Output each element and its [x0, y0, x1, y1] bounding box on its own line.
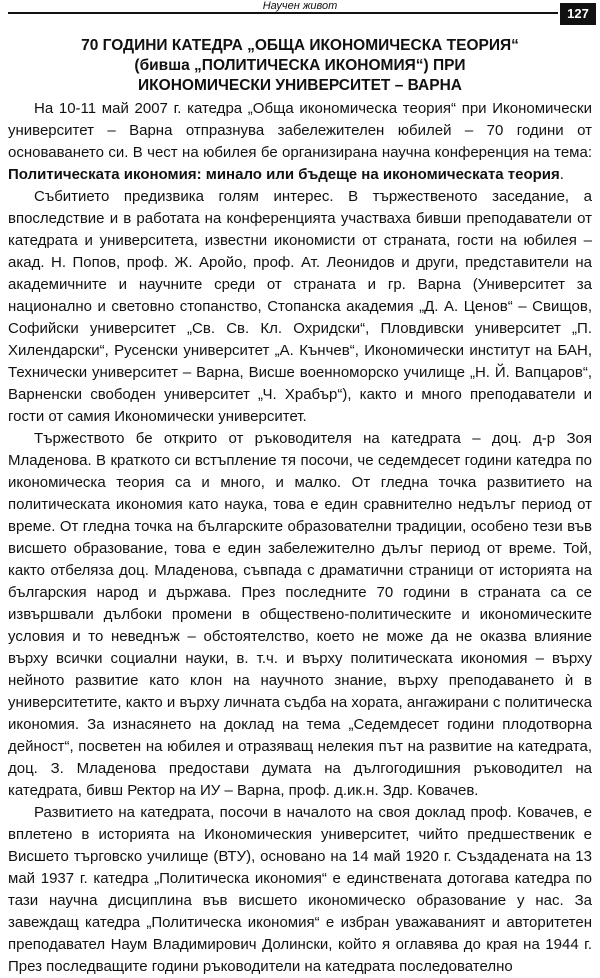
- article-body: [8, 98, 592, 978]
- paragraph: Събитието предизвика голям интерес. В тържественото заседание, а впоследствие и в работата на конференцията участваха бивши преподаватели от катедрата и университета, известни икономисти от страната, гости на юбилея – акад. Н. Попов, проф. Ж. Аройо, проф. Ат. Леонидов и други, представители на академичните и научните среди от страната и гр. Варна (Университет за национално и световно стопанство, Стопанска академия „Д. А. Ценов“ – Свищов, Софийски университет „Св. Св. Кл. Охридски“, Пловдивски университет „П. Хилендарски“, Русенски университет „А. Кънчев“, Икономически институт на БАН, Технически университет – Варна, Висше военноморско училище „Н. Й. Вапцаров“, Варненски свободен университет „Ч. Храбър“), както и много преподаватели и гости от самия Икономически университет.: [8, 188, 592, 425]
- article-heading: [24, 36, 576, 96]
- header-rule: [8, 12, 558, 14]
- running-head-title: Научен живот: [0, 0, 600, 12]
- heading-line-3: ИКОНОМИЧЕСКИ УНИВЕРСИТЕТ – ВАРНА: [138, 77, 462, 94]
- page-number: 127: [560, 3, 596, 25]
- heading-line-2: (бивша „ПОЛИТИЧЕСКА ИКОНОМИЯ“) ПРИ: [134, 57, 466, 74]
- paragraph: Развитието на катедрата, посочи в началото на своя доклад проф. Ковачев, е вплетено в историята на Икономическия университет, чийто предшественик е Висшето търговско училище (ВТУ), основано на 14 май 1920 г. Създадената на 13 май 1937 г. катедра „Политическа икономия“ е единствената дотогава катедра по тази научна дисциплина във висшето икономическо образование у нас. За завеждащ катедра „Политическа икономия“ е избран уважаваният и авторитетен преподавател Наум Владимирович Долински, който я оглавява до края на 1944 г. През последващите години ръководители на катедрата последователно: [8, 804, 592, 975]
- paragraph: Тържеството бе открито от ръководителя на катедрата – доц. д-р Зоя Младенова. В краткото си встъпление тя посочи, че седемдесет години катедра по икономическа теория са и много, и малко. От гледна точка развитието на политическата икономия като наука, това е един сравнително недълъг период от време. От гледна точка на българските образователни традиции, особено тези във висшето образование, това е един забележително дълъг период от време. Той, както отбеляза доц. Младенова, съвпада с драматични страници от историята на българския народ и държава. През последните 70 години в страната са се извършвали дълбоки промени в обществено-политическите и икономическите условия и то неведнъж – обстоятелство, което не може да не оказва влияние върху всички социални науки, в. т.ч. и върху политическата икономия – върху нейното развитие като клон на научното знание, върху преподаването ѝ в университетите, както и върху личната съдба на хората, ангажирани с политическа икономия. За изнасянето на доклад на тема „Седемдесет години плодотворна дейност“, посветен на юбилея и отразяващ нелекия път на развитие на катедрата, доц. З. Младенова предостави думата на дългогодишния ръководител на катедрата, бивш Ректор на ИУ – Варна, проф. д.ик.н. Здр. Ковачев.: [8, 430, 592, 799]
- conference-topic: Политическата икономия: минало или бъдеще на икономическата теория: [8, 166, 560, 183]
- running-head: [0, 0, 600, 20]
- paragraph: На 10-11 май 2007 г. катедра „Обща икономическа теория“ при Икономически университет – Варна отпразнува забележителен юбилей – 70 години от основаването си. В чест на юбилея бе организирана научна конференция на тема: Политическата икономия: минало или бъдеще на икономическата теория.: [8, 100, 592, 183]
- heading-line-1: 70 ГОДИНИ КАТЕДРА „ОБЩА ИКОНОМИЧЕСКА ТЕОРИЯ“: [81, 37, 519, 54]
